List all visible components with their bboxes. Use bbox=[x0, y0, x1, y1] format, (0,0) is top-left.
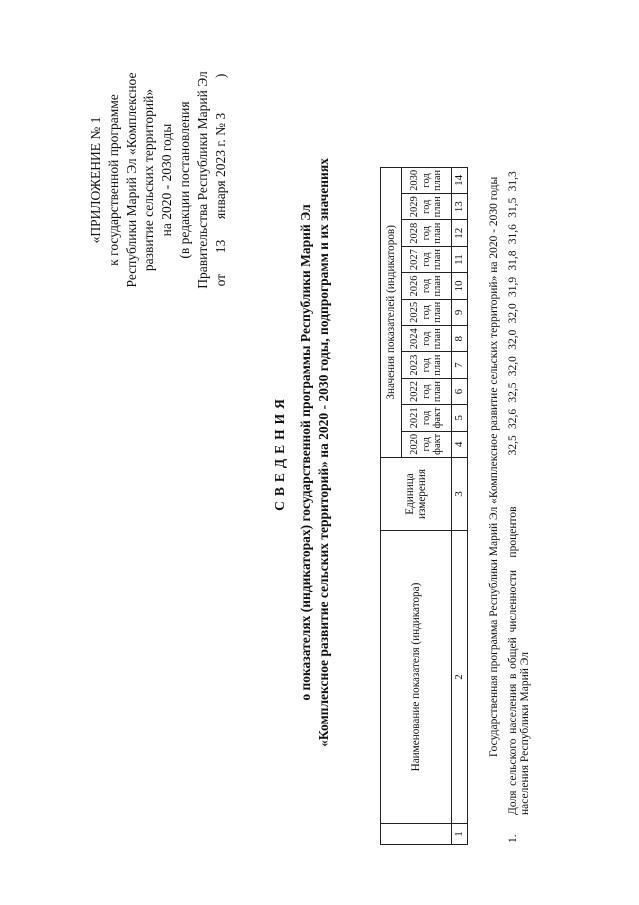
year-header-year: 2023 bbox=[409, 354, 421, 376]
year-header-kind: план bbox=[432, 380, 444, 403]
year-header-cell bbox=[401, 378, 451, 404]
year-header-word: год bbox=[420, 252, 432, 267]
year-header-word: год bbox=[420, 384, 432, 399]
year-header-kind: факт bbox=[432, 407, 444, 429]
year-header-kind: план bbox=[432, 222, 444, 244]
column-number-cell: 8 bbox=[452, 326, 468, 352]
column-number-cell: 10 bbox=[452, 273, 468, 299]
row-value: 31,5 bbox=[507, 197, 519, 218]
appendix-block bbox=[87, 20, 229, 340]
year-header-word: год bbox=[420, 173, 432, 188]
year-header-kind: план bbox=[432, 169, 444, 191]
year-header-year: 2030 bbox=[409, 169, 421, 191]
year-header-year: 2022 bbox=[409, 381, 421, 403]
appendix-line: к государственной программе bbox=[105, 94, 121, 266]
year-header-year: 2020 bbox=[409, 433, 421, 455]
document-heading: СВЕДЕНИЯ bbox=[272, 394, 287, 511]
column-number-cell: 9 bbox=[452, 299, 468, 325]
column-number-cell: 2 bbox=[452, 531, 468, 824]
row-value: 32,6 bbox=[507, 408, 519, 429]
row-value: 32,5 bbox=[507, 382, 519, 403]
values-group-header: Значения показателей (индикаторов) bbox=[381, 167, 402, 457]
subtitle-line: «Комплексное развитие сельских территорий» на 2020 - 2030 годы, подпрограмм и их значениях bbox=[315, 158, 331, 747]
date-number: 3 bbox=[212, 112, 228, 120]
appendix-date-line bbox=[212, 20, 230, 340]
row-index: 1. bbox=[507, 834, 519, 843]
column-number-cell: 12 bbox=[452, 220, 468, 246]
row-indicator-name: Доля сельского населения в общей численности населения Республики Марий Эл bbox=[507, 570, 532, 815]
year-header-cell bbox=[401, 299, 451, 325]
column-number-cell: 6 bbox=[452, 378, 468, 404]
name-header: Наименование показателя (индикатора) bbox=[381, 531, 452, 824]
table-row bbox=[505, 45, 555, 845]
row-value: 32,0 bbox=[507, 356, 519, 377]
year-header-word: год bbox=[420, 226, 432, 241]
year-header-kind: план bbox=[432, 354, 444, 376]
year-header-word: год bbox=[420, 437, 432, 452]
year-header-word: год bbox=[420, 278, 432, 294]
year-header-kind: факт bbox=[432, 433, 444, 455]
year-header-year: 2024 bbox=[409, 328, 421, 350]
appendix-line: на 2020 - 2030 годы bbox=[159, 123, 175, 237]
year-header-cell bbox=[401, 167, 451, 193]
column-number-cell: 1 bbox=[452, 824, 468, 845]
indicators-table bbox=[380, 167, 468, 845]
year-header-word: год bbox=[420, 331, 432, 346]
year-header-kind: план bbox=[432, 249, 444, 271]
row-value: 31,9 bbox=[507, 276, 519, 297]
column-number-cell: 3 bbox=[452, 458, 468, 531]
column-number-cell: 14 bbox=[452, 167, 468, 193]
year-header-cell bbox=[401, 220, 451, 246]
year-header-cell bbox=[401, 273, 451, 299]
year-header-word: год bbox=[420, 199, 432, 214]
year-header-year: 2028 bbox=[409, 222, 421, 244]
column-number-cell: 7 bbox=[452, 352, 468, 378]
appendix-line: развитие сельских территорий» bbox=[141, 88, 157, 272]
document-subtitle bbox=[297, 30, 332, 875]
year-header-word: год bbox=[420, 357, 432, 373]
row-value: 32,0 bbox=[507, 329, 519, 350]
year-header-cell bbox=[401, 405, 451, 431]
date-day: 13 bbox=[212, 239, 228, 254]
date-close: ) bbox=[212, 73, 228, 79]
row-value: 31,8 bbox=[507, 250, 519, 271]
row-value: 32,0 bbox=[507, 303, 519, 324]
year-header-cell bbox=[401, 246, 451, 272]
col1-header bbox=[381, 824, 452, 845]
column-numbers-row bbox=[452, 167, 468, 844]
column-number-cell: 5 bbox=[452, 405, 468, 431]
year-header-year: 2025 bbox=[409, 301, 421, 323]
year-header-kind: план bbox=[432, 275, 444, 297]
year-header-kind: план bbox=[432, 301, 444, 323]
year-header-kind: план bbox=[432, 196, 444, 218]
appendix-line: Республики Марий Эл «Комплексное bbox=[123, 72, 139, 288]
year-header-word: год bbox=[420, 410, 432, 426]
column-number-cell: 4 bbox=[452, 431, 468, 457]
row-value: 32,5 bbox=[507, 435, 519, 456]
program-row-label: Государственная программа Республики Марий Эл «Комплексное развитие сельских территорий» на 2020 - 2030 годы bbox=[488, 176, 500, 757]
year-header-year: 2027 bbox=[409, 249, 421, 271]
year-header-year: 2021 bbox=[409, 407, 421, 429]
year-header-word: год bbox=[420, 305, 432, 320]
row-value: 31,3 bbox=[507, 171, 519, 192]
date-prefix: от bbox=[212, 273, 228, 287]
year-header-year: 2029 bbox=[409, 196, 421, 218]
appendix-line: «ПРИЛОЖЕНИЕ № 1 bbox=[88, 116, 103, 244]
year-header-kind: план bbox=[432, 328, 444, 350]
year-header-year: 2026 bbox=[409, 275, 421, 297]
year-header-cell bbox=[401, 352, 451, 378]
row-value: 31,6 bbox=[507, 224, 519, 245]
appendix-line: Правительства Республики Марий Эл bbox=[194, 71, 210, 289]
year-header-cell bbox=[401, 326, 451, 352]
row-unit: процентов bbox=[507, 506, 519, 558]
column-number-cell: 11 bbox=[452, 246, 468, 272]
appendix-line: (в редакции постановления bbox=[176, 101, 192, 259]
date-rest: января 2023 г. № bbox=[212, 122, 228, 219]
subtitle-line: о показателях (индикаторах) государственной программы Республики Марий Эл bbox=[298, 204, 313, 701]
year-header-cell bbox=[401, 431, 451, 457]
year-header-cell bbox=[401, 194, 451, 220]
column-number-cell: 13 bbox=[452, 194, 468, 220]
unit-header: Единица измерения bbox=[381, 458, 452, 531]
